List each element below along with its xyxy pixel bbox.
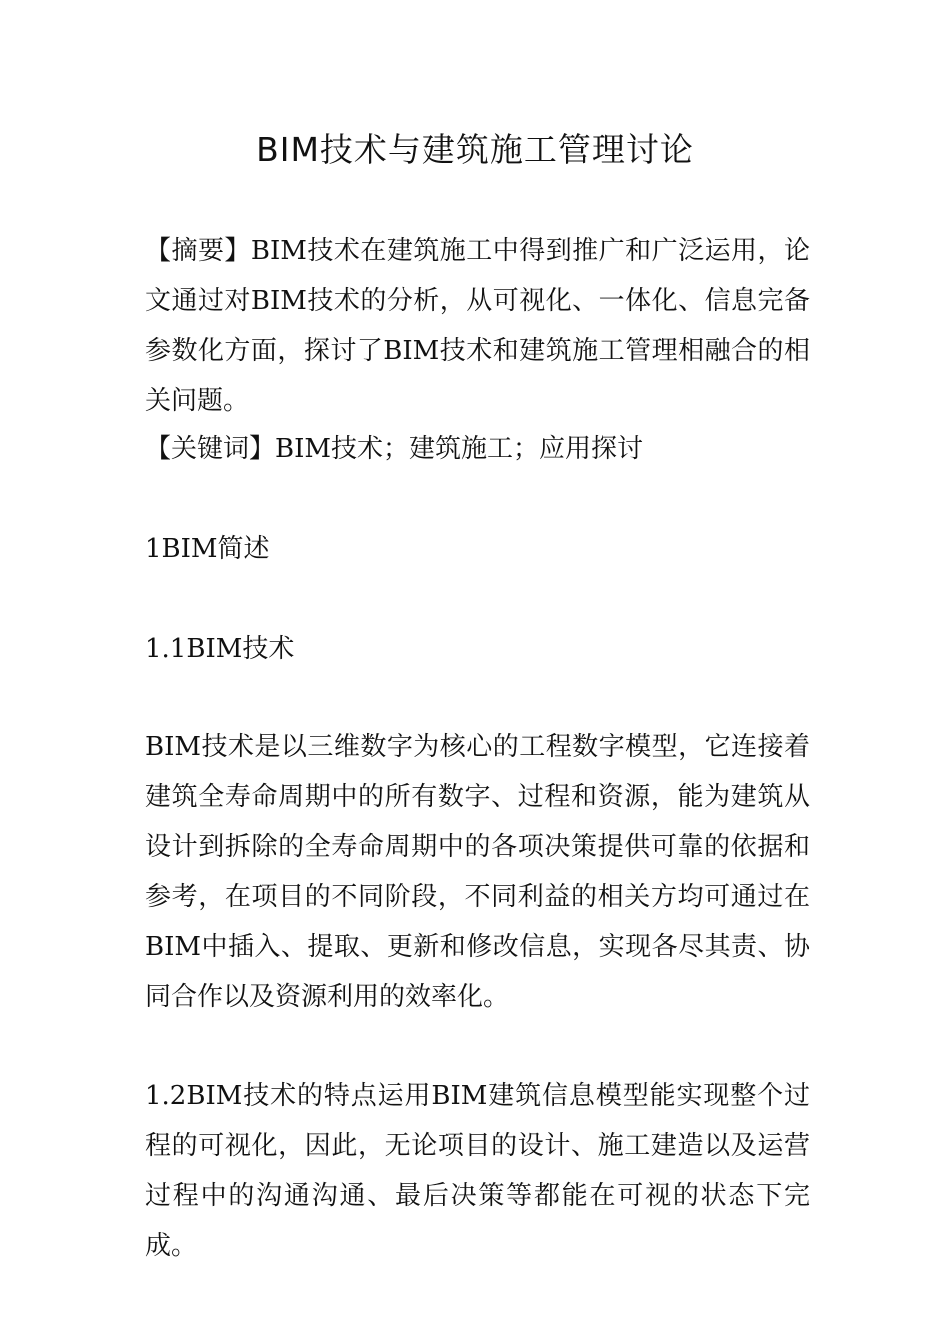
abstract-paragraph: 【摘要】BIM技术在建筑施工中得到推广和广泛运用，论文通过对BIM技术的分析，从可视化、一体化、信息完备参数化方面，探讨了BIM技术和建筑施工管理相融合的相关问题。 <box>145 236 810 416</box>
section-1-heading: 1BIM简述 <box>145 534 270 564</box>
keywords-line: 【关键词】BIM技术；建筑施工；应用探讨 <box>145 434 643 464</box>
section-1-1-heading: 1.1BIM技术 <box>145 634 295 664</box>
section-1-2-paragraph: 1.2BIM技术的特点运用BIM建筑信息模型能实现整个过程的可视化，因此，无论项目的设计、施工建造以及运营过程中的沟通沟通、最后决策等都能在可视的状态下完成。 <box>145 1081 810 1261</box>
document-title: BIM技术与建筑施工管理讨论 <box>256 130 694 169</box>
section-1-1-paragraph: BIM技术是以三维数字为核心的工程数字模型，它连接着建筑全寿命周期中的所有数字、过程和资源，能为建筑从设计到拆除的全寿命周期中的各项决策提供可靠的依据和参考，在项目的不同阶段，不同利益的相关方均可通过在BIM中插入、提取、更新和修改信息，实现各尽其责、协同合作以及资源利用的效率化。 <box>145 732 810 1012</box>
